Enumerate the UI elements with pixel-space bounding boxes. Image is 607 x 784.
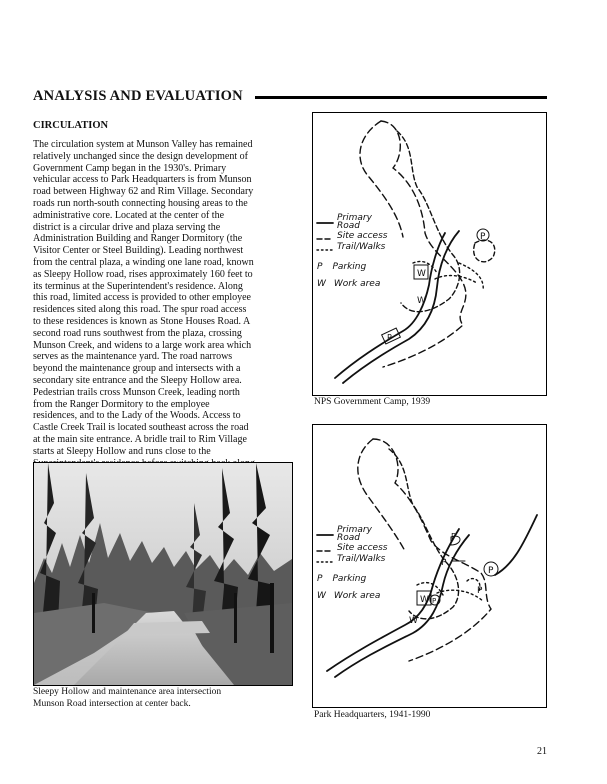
map-caption: NPS Government Camp, 1939	[314, 397, 431, 407]
work-symbol: W	[420, 595, 429, 605]
legend-parking	[317, 262, 387, 273]
photo-caption-line: Munson Road intersection at center back.	[33, 698, 191, 709]
parking-symbol: P	[317, 574, 323, 584]
body-line: its terminus at the Superintendent's residence. Along	[33, 280, 243, 292]
body-line: relatively unchanged since the design development of	[33, 150, 248, 162]
body-line: second road runs southwest from the plaza, crossing	[33, 327, 242, 339]
parking-symbol: P	[477, 586, 483, 596]
work-symbol: W	[317, 278, 326, 289]
photo-caption	[33, 687, 221, 710]
page-number: 21	[537, 746, 547, 757]
parking-symbol: P	[432, 597, 437, 605]
legend-trail-walks: Trail/Walks	[337, 553, 386, 564]
body-line: road between Highway 62 and Rim Village. Secondary	[33, 186, 254, 198]
body-line: this road, limited access is provided to other employee	[33, 292, 251, 304]
work-symbol: W	[409, 616, 418, 626]
map-nps-government-camp-1939	[312, 112, 547, 396]
work-symbol: W	[417, 269, 426, 279]
body-line: Pedestrian trails cross Munson Creek, leading north	[33, 386, 240, 398]
legend-trail-walks: Trail/Walks	[337, 241, 386, 252]
legend-work-area-label: Work area	[333, 590, 381, 601]
legend-site-access: Site access	[337, 543, 388, 553]
body-line: Munson Creek, and widens to a large work area which	[33, 339, 252, 351]
body-line: administrative core. Located at the center of the	[33, 209, 225, 221]
legend-primary-road: Primary	[337, 525, 372, 535]
legend-parking-label: Parking	[332, 574, 367, 584]
legend-parking	[317, 574, 387, 585]
section-subheading: CIRCULATION	[33, 120, 109, 131]
body-line: from the central plaza, a winding one lane road, known	[33, 256, 254, 268]
legend-work-area	[317, 590, 387, 602]
parking-symbol: P	[441, 558, 447, 568]
body-line: Government Camp began in the 1930's. Primary	[33, 162, 227, 174]
map-legend	[317, 213, 388, 289]
body-line: Visitor Center or Steel Building). Leading northwest	[33, 245, 244, 257]
map-caption: Park Headquarters, 1941-1990	[314, 710, 431, 720]
body-line: to these residences is known as Stone Houses Road. A	[33, 315, 251, 327]
body-line: beyond the maintenance group and intersects with a	[33, 363, 241, 375]
body-line: residences, and to the Lady of the Woods. Access to	[33, 410, 241, 422]
body-line: serves as the maintenance yard. The road narrows	[33, 351, 233, 363]
heading-rule	[255, 96, 547, 99]
forest-road-photo	[33, 462, 293, 686]
page-heading: ANALYSIS AND EVALUATION	[33, 88, 243, 104]
legend-work-area-label: Work area	[333, 278, 381, 289]
photo-caption-line: Sleepy Hollow and maintenance area intersection	[33, 687, 222, 697]
body-line: roads run north-south connecting housing areas to the	[33, 197, 248, 209]
body-line: Castle Creek Trail is located southeast across the road	[33, 422, 249, 434]
body-line: The circulation system at Munson Valley has remained	[33, 139, 253, 150]
parking-symbol: P	[488, 566, 494, 576]
body-text	[33, 139, 297, 481]
parking-symbol: P	[317, 262, 323, 272]
body-line: as Sleepy Hollow road, rises approximately 160 feet to	[33, 268, 253, 280]
parking-symbol: P	[480, 232, 486, 242]
legend-work-area	[317, 278, 387, 290]
legend-site-access: Site access	[337, 231, 388, 241]
map-legend	[317, 525, 388, 601]
work-symbol: W	[417, 296, 426, 306]
body-line: vehicular access to Park Headquarters is from Munson	[33, 174, 252, 186]
body-line: secondary site entrance and the Sleepy Hollow area.	[33, 374, 242, 386]
map-park-headquarters-1941-1990	[312, 424, 547, 708]
forest-road-photo-image	[34, 463, 292, 685]
parking-symbol: P	[387, 333, 392, 342]
body-line: at the main site entrance. A bridle trail to Rim Village	[33, 433, 247, 445]
legend-parking-label: Parking	[332, 262, 367, 272]
body-line: Administration Building and Ranger Dormitory (the	[33, 233, 243, 245]
legend-primary-road-2: Road	[337, 532, 360, 543]
parking-symbol: P	[451, 532, 456, 541]
body-line: from the Ranger Dormitory to the employee	[33, 398, 210, 410]
legend-primary-road: Primary	[337, 213, 372, 223]
body-line: residences sited along this road. The spur road access	[33, 304, 247, 316]
body-line: starts at Sleepy Hollow and runs close to the	[33, 445, 211, 457]
body-line: district is a circular drive and plaza serving the	[33, 221, 221, 233]
work-symbol: W	[317, 590, 326, 601]
legend-primary-road-2: Road	[337, 220, 360, 231]
